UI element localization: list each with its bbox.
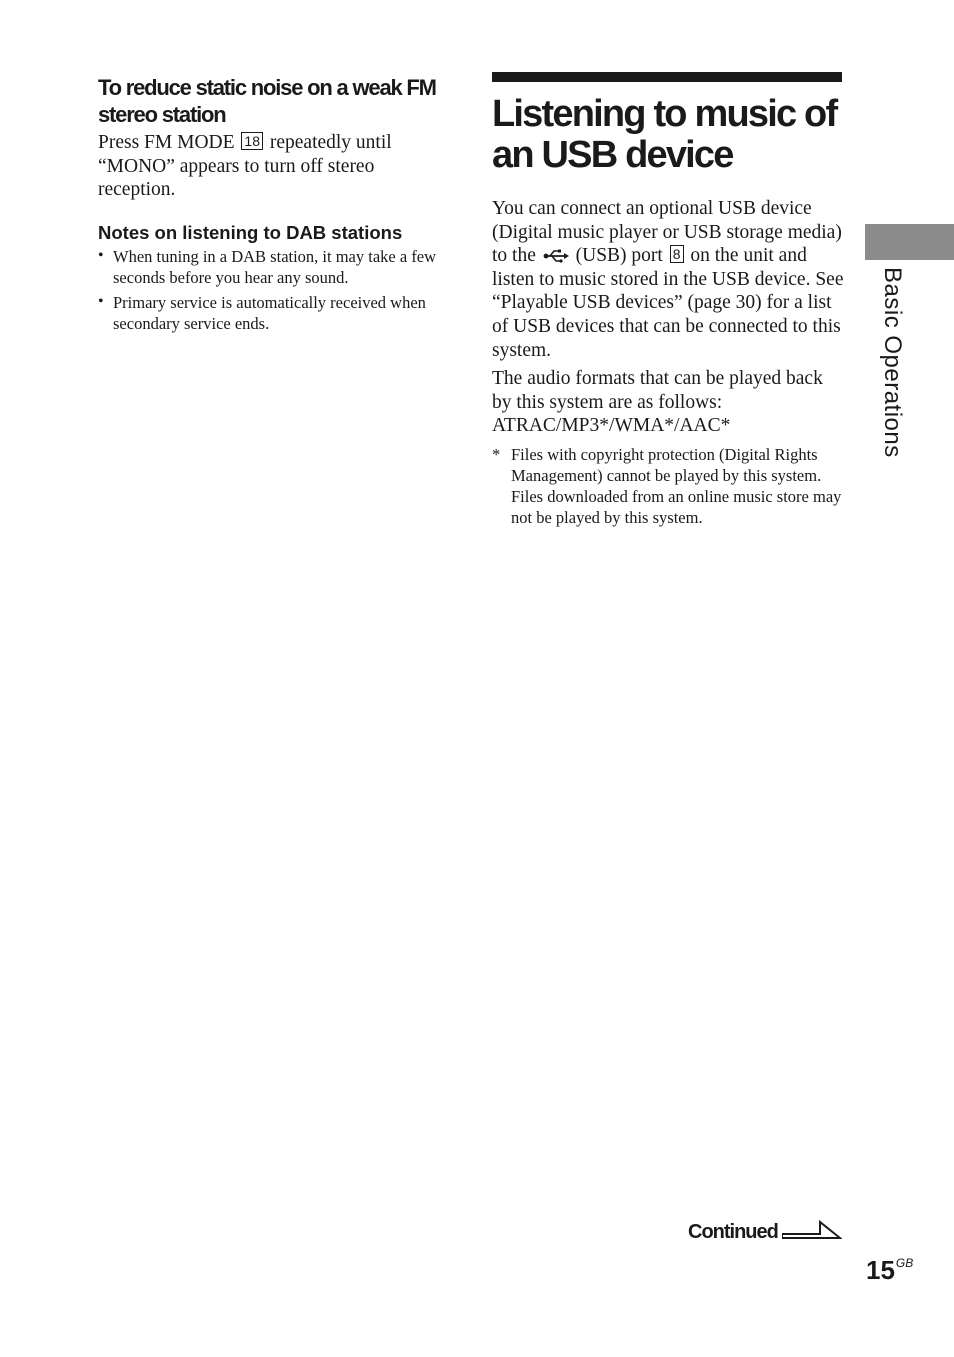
footnote-mark: * <box>492 444 501 464</box>
usb-intro-text-middle: (USB) port <box>575 245 663 267</box>
continued-arrow-icon <box>782 1218 842 1242</box>
footnote-line: Files with copyright protection (Digital Rights Management) cannot be played by this system. <box>511 444 822 485</box>
page-number-suffix: GB <box>895 1256 914 1270</box>
section-tab-marker <box>865 224 954 260</box>
usb-port-key-reference: 8 <box>670 245 684 263</box>
fm-mode-instruction <box>98 131 448 202</box>
footnote-line: Files downloaded from an online music store may not be played by this system. <box>511 486 842 527</box>
usb-intro-paragraph <box>492 197 844 362</box>
left-column <box>98 72 448 338</box>
right-column <box>492 72 844 528</box>
fm-mode-text-end: repeatedly until “MONO” appears to turn off stereo reception. <box>98 132 392 201</box>
page-number-value: 15 <box>866 1255 895 1285</box>
dab-notes-heading: Notes on listening to DAB stations <box>98 221 403 243</box>
list-item <box>98 292 448 334</box>
section-tab-label <box>872 267 912 467</box>
footnote <box>492 444 844 528</box>
fm-noise-heading: To reduce static noise on a weak FM stereo station <box>98 75 436 127</box>
fm-mode-key-reference: 18 <box>241 132 263 150</box>
audio-formats-paragraph: The audio formats that can be played back by this system are as follows: ATRAC/MP3*/WMA*/AAC* <box>492 368 823 437</box>
usb-intro-text-end: on the unit and listen to music stored in the USB device. See “Playable USB devices” (page 30) for a list of USB devices that can be connected to this system. <box>492 245 844 361</box>
bullet-icon: • <box>98 292 104 310</box>
list-item <box>98 246 448 288</box>
usb-icon <box>543 249 569 263</box>
page-number <box>866 1246 913 1287</box>
note-text: Primary service is automatically received when secondary service ends. <box>113 292 426 333</box>
note-text: When tuning in a DAB station, it may take a few seconds before you hear any sound. <box>113 246 437 287</box>
usb-section-title: Listening to music of an USB device <box>492 93 837 176</box>
usb-intro-text-start: You can connect an optional USB device (Digital music player or USB storage media) to the <box>492 198 842 267</box>
title-rule <box>492 72 842 82</box>
continued-label: Continued <box>688 1221 778 1243</box>
dab-notes-list <box>98 246 448 334</box>
bullet-icon: • <box>98 246 104 264</box>
section-tab-text: Basic Operations <box>879 267 906 458</box>
fm-mode-text-start: Press FM MODE <box>98 132 235 153</box>
